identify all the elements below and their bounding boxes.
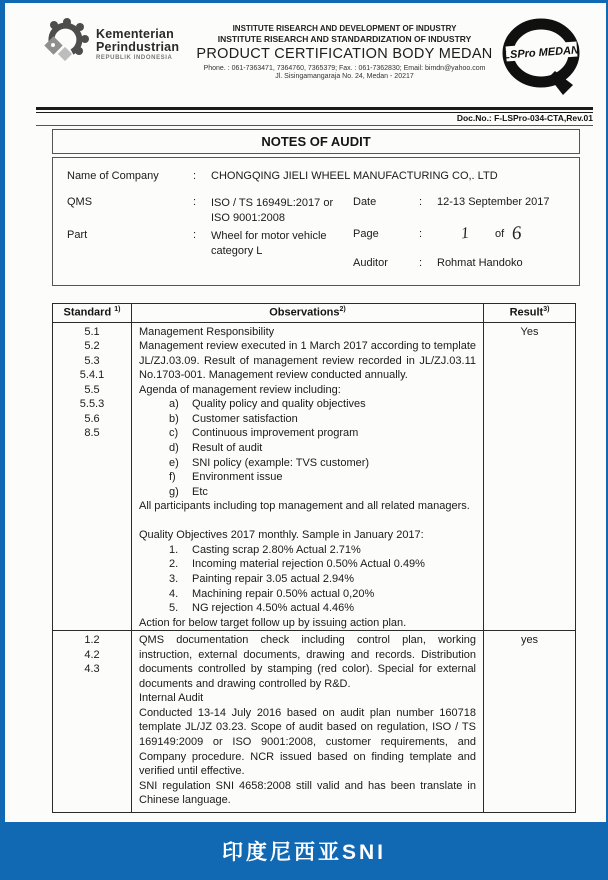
part-value-line2: category L — [211, 245, 263, 257]
list-marker: b) — [169, 412, 179, 425]
observation-list-item — [139, 470, 476, 485]
auditor-value: Rohmat Handoko — [437, 257, 523, 269]
standard-value: 5.1 — [84, 325, 100, 338]
page-current-handwritten: 1 — [460, 224, 470, 243]
observations-cell — [132, 322, 484, 630]
list-marker: 4. — [169, 587, 179, 600]
observation-text: All participants including top management and all related managers. — [139, 500, 470, 513]
qms-value-line2: ISO 9001:2008 — [211, 212, 286, 224]
observation-text: Agenda of management review including: — [139, 383, 341, 396]
standard-value: 5.4.1 — [79, 369, 105, 382]
table-row — [53, 322, 576, 630]
gear-icon — [41, 15, 93, 102]
part-value-line1: Wheel for motor vehicle — [211, 230, 327, 242]
observation-text: SNI regulation SNI 4658:2008 still valid and has been translate in Chinese language. — [139, 779, 476, 807]
certification-body-name: PRODUCT CERTIFICATION BODY MEDAN — [196, 46, 493, 62]
scanned-document — [5, 3, 606, 822]
info-left-column — [67, 196, 353, 269]
audit-table-body — [53, 322, 576, 812]
colon: : — [193, 229, 197, 241]
list-item-text: Result of audit — [192, 442, 263, 455]
colon: : — [193, 170, 197, 182]
part-row — [67, 229, 353, 259]
observation-text: Management Responsibility — [139, 325, 275, 338]
result-value: yes — [520, 634, 539, 647]
standard-value: 5.2 — [84, 340, 100, 353]
standard-value: 1.2 — [84, 634, 100, 647]
company-value: CHONGQING JIELI WHEEL MANUFACTURING CO,. LTD — [211, 170, 498, 182]
list-marker: 2. — [169, 558, 179, 571]
audit-info-box — [52, 157, 580, 286]
observation-list-item — [139, 412, 476, 427]
colon: : — [419, 196, 423, 208]
colon: : — [193, 196, 197, 208]
page-title: NOTES OF AUDIT — [52, 129, 580, 154]
observations-cell — [132, 631, 484, 813]
observation-list-item — [139, 572, 476, 587]
ministry-name-line2: Perindustrian — [96, 40, 180, 54]
colon: : — [419, 257, 423, 269]
address-line: Jl. Sisingamangaraja No. 24, Medan - 20217 — [275, 73, 414, 80]
observations-header-label: Observations — [269, 306, 340, 319]
auditor-row — [353, 257, 569, 269]
page-row — [353, 223, 569, 245]
header-center-block — [193, 15, 496, 102]
part-value — [211, 229, 327, 259]
auditor-label: Auditor — [353, 257, 388, 269]
result-value: Yes — [520, 325, 539, 338]
list-item-text: Quality policy and quality objectives — [192, 398, 366, 411]
page-total-handwritten: 6 — [511, 222, 523, 245]
observation-list-item — [139, 601, 476, 616]
list-item-text: Casting scrap 2.80% Actual 2.71% — [192, 543, 361, 556]
list-item-text: Continuous improvement program — [192, 427, 359, 440]
observation-list-item — [139, 397, 476, 412]
result-column-header — [484, 304, 576, 323]
list-item-text: SNI policy (example: TVS customer) — [192, 456, 370, 469]
part-label: Part — [67, 229, 88, 241]
audit-table — [52, 303, 576, 813]
list-item-text: Machining repair 0.50% actual 0,20% — [192, 587, 375, 600]
list-item-text: Customer satisfaction — [192, 412, 298, 425]
list-marker: 3. — [169, 572, 179, 585]
standard-value: 4.2 — [84, 648, 100, 661]
standard-value: 5.5 — [84, 383, 100, 396]
page-label: Page — [353, 228, 379, 240]
date-label: Date — [353, 196, 377, 208]
institute-line1: INSTITUTE RISEARCH AND DEVELOPMENT OF INDUSTRY — [232, 24, 457, 33]
observation-list-item — [139, 587, 476, 602]
date-value: 12-13 September 2017 — [437, 196, 550, 208]
lspro-logo-text: LSPro MEDAN — [502, 44, 580, 62]
observation-list-item — [139, 485, 476, 500]
list-item-text: Painting repair 3.05 actual 2.94% — [192, 572, 355, 585]
observation-text: QMS documentation check including control plan, working instruction, external documents, drawing and records. Distribution documents controlled by stamping (red color). Special for external documents and drawing controlled by R&D. — [139, 634, 476, 690]
blank-line — [139, 514, 476, 529]
standard-column-header — [53, 304, 132, 323]
qms-value — [211, 196, 333, 226]
list-item-text: NG rejection 4.50% actual 4.46% — [192, 602, 355, 615]
list-item-text: Incoming material rejection 0.50% Actual 0.49% — [192, 558, 425, 571]
table-header-row — [53, 304, 576, 323]
list-item-text: Etc — [192, 485, 208, 498]
observation-list-item — [139, 557, 476, 572]
observation-text: Management review executed in 1 March 2017 according to template JL/ZJ.03.09. Result of management review recorded in JL/ZJ.03.11 No.1703-001. Management review conducted annually. — [139, 340, 476, 382]
list-item-text: Environment issue — [192, 471, 283, 484]
qms-row — [67, 196, 353, 226]
list-marker: f) — [169, 471, 176, 484]
observation-list-item — [139, 441, 476, 456]
standard-value: 5.6 — [84, 412, 100, 425]
document-header — [41, 15, 592, 102]
observation-list-item — [139, 456, 476, 471]
ministry-name-line1: Kementerian — [96, 27, 174, 41]
standard-header-label: Standard — [63, 306, 112, 319]
lspro-medan-logo — [496, 15, 592, 102]
list-marker: a) — [169, 398, 179, 411]
ministry-sub-line: REPUBLIK INDONESIA — [96, 55, 173, 61]
standard-value: 4.3 — [84, 663, 100, 676]
standard-value: 5.3 — [84, 354, 100, 367]
list-marker: c) — [169, 427, 179, 440]
page-of-label: of — [495, 228, 505, 240]
doc-number: Doc.No.: F-LSPro-034-CTA,Rev.01 — [36, 113, 593, 126]
standard-cell — [53, 631, 132, 813]
qms-value-line1: ISO / TS 16949L:2017 or — [211, 197, 334, 209]
result-cell — [484, 322, 576, 630]
table-row — [53, 631, 576, 813]
standard-header-footnote: 1) — [114, 306, 121, 313]
contact-line: Phone. : 061-7363471, 7364760, 7365379; Fax. : 061-7362830; Email: bimdn@yahoo.com — [203, 65, 486, 72]
observations-header-footnote: 2) — [339, 306, 346, 313]
result-cell — [484, 631, 576, 813]
bottom-banner — [0, 822, 608, 880]
banner-title: 印度尼西亚SNI — [221, 841, 386, 864]
company-label: Name of Company — [67, 170, 159, 182]
list-marker: 1. — [169, 543, 179, 556]
colon: : — [419, 228, 423, 240]
institute-line2: INSTITUTE RISEARCH AND STANDARDIZATION OF INDUSTRY — [217, 34, 472, 44]
result-header-label: Result — [509, 306, 544, 319]
qms-label: QMS — [67, 196, 93, 208]
standard-value: 5.5.3 — [79, 398, 105, 411]
observation-list-item — [139, 543, 476, 558]
info-right-column — [353, 196, 569, 269]
observation-text: Conducted 13-14 July 2016 based on audit plan number 160718 template JL/JZ 03.23. Scope of audit based on regulation, ISO / TS 169149:2009 or ISO 9001:2008, customer requirements, and Company procedure. NCR issued based on finding template and verified until effective. — [139, 706, 476, 778]
standard-value: 8.5 — [84, 427, 100, 440]
result-header-footnote: 3) — [543, 306, 550, 313]
observation-text: Internal Audit — [139, 692, 204, 705]
list-marker: d) — [169, 442, 179, 455]
observation-text: Quality Objectives 2017 monthly. Sample in January 2017: — [139, 529, 424, 542]
observation-text: Action for below target follow up by issuing action plan. — [139, 616, 407, 629]
observations-column-header — [132, 304, 484, 323]
list-marker: e) — [169, 456, 179, 469]
company-row — [67, 170, 569, 182]
kementerian-logo — [41, 15, 193, 102]
list-marker: 5. — [169, 602, 179, 615]
ministry-name — [96, 15, 179, 102]
date-row — [353, 196, 569, 208]
observation-list-item — [139, 426, 476, 441]
list-marker: g) — [169, 485, 179, 498]
standard-cell — [53, 322, 132, 630]
